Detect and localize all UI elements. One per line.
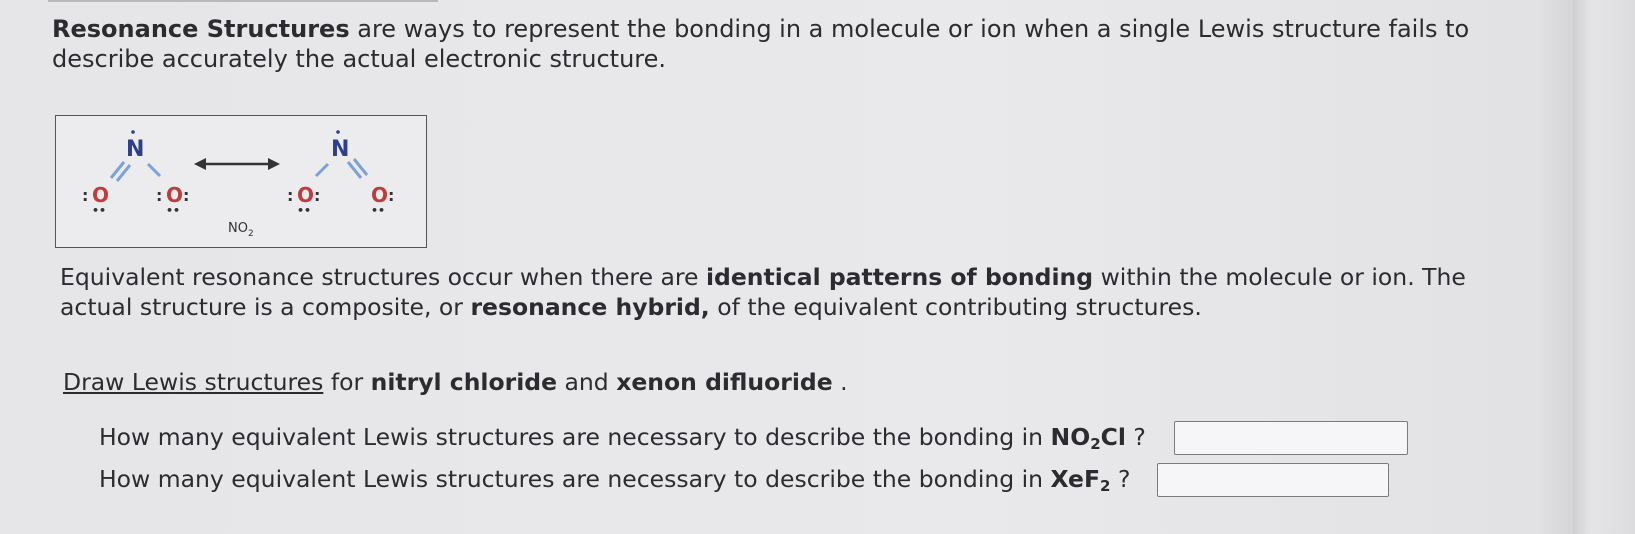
left-o1-atom: O — [92, 183, 110, 207]
formula-part: XeF — [1050, 465, 1101, 493]
task-text-2: and — [557, 368, 617, 396]
resonance-arrow-left-head — [194, 158, 206, 170]
figure-caption-main: NO — [228, 221, 248, 236]
intro-term: Resonance Structures — [52, 15, 350, 43]
question-prefix: How many equivalent Lewis structures are necessary to describe the bonding in — [99, 423, 1051, 451]
formula-no2cl — [1051, 423, 1126, 451]
left-o2-lone-pair: : — [156, 186, 163, 205]
formula-subscript: 2 — [1090, 435, 1101, 453]
left-o1-lone-pair-b: •• — [92, 204, 107, 217]
formula-part: Cl — [1100, 423, 1126, 451]
right-o1-lone-pair: : — [287, 186, 294, 205]
figure-caption — [228, 221, 254, 239]
right-single-bond — [316, 164, 328, 176]
question-xef2 — [99, 464, 1130, 501]
right-o1-lone-pair-b: •• — [297, 204, 312, 217]
left-o2-atom: O — [166, 183, 184, 207]
task-text-3: . — [832, 368, 848, 396]
left-o1-lone-pair: : — [82, 186, 89, 205]
para-text-2: within the molecule or ion. The actual structure is a composite, or — [60, 263, 1466, 321]
task-text-1: for — [323, 368, 371, 396]
formula-part: NO — [1050, 423, 1091, 451]
right-n-atom: N — [331, 137, 350, 162]
no2-resonance-diagram — [56, 116, 428, 249]
right-o2-lone-pair: : — [388, 186, 395, 205]
intro-paragraph — [52, 14, 1522, 74]
left-o2-lone-pair-c: : — [183, 186, 190, 205]
question-suffix: ? — [1110, 465, 1131, 493]
no2-resonance-figure — [55, 115, 427, 248]
para-text-3: of the equivalent contributing structures. — [709, 293, 1202, 321]
left-n-atom: N — [126, 137, 145, 162]
left-single-bond — [148, 164, 160, 176]
formula-xef2 — [1051, 465, 1111, 493]
molecule-nitryl-chloride: nitryl chloride — [370, 368, 558, 396]
para-text-1: Equivalent resonance structures occur when there are — [60, 263, 706, 291]
question-prefix: How many equivalent Lewis structures are necessary to describe the bonding in — [99, 465, 1051, 493]
answer-field-no2cl[interactable] — [1174, 421, 1408, 455]
resonance-arrow-right-head — [268, 158, 280, 170]
answer-field-xef2[interactable] — [1157, 463, 1389, 497]
question-suffix: ? — [1125, 423, 1146, 451]
task-instruction — [63, 367, 848, 397]
figure-caption-sub: 2 — [247, 229, 254, 239]
right-o1-atom: O — [297, 183, 315, 207]
top-divider — [48, 0, 438, 2]
question-no2cl — [99, 422, 1146, 459]
para-bold-2: resonance hybrid, — [470, 293, 710, 321]
intro-text: are ways to represent the bonding in a molecule or ion when a single Lewis structure fails to describe accurately the actual electronic structure. — [52, 15, 1470, 73]
right-n-lone-electron — [336, 130, 340, 134]
equivalent-structures-paragraph — [60, 262, 1480, 322]
formula-subscript: 2 — [1100, 477, 1111, 495]
para-bold-1: identical patterns of bonding — [705, 263, 1094, 291]
page-edge-shadow — [1573, 0, 1635, 534]
right-o2-atom: O — [371, 183, 389, 207]
right-o2-lone-pair-b: •• — [371, 204, 386, 217]
draw-lewis-structures-link[interactable]: Draw Lewis structures — [63, 368, 324, 396]
molecule-xenon-difluoride: xenon difluoride — [616, 368, 833, 396]
left-o2-lone-pair-b: •• — [166, 204, 181, 217]
left-n-lone-electron — [131, 130, 135, 134]
right-o1-lone-pair-c: : — [314, 186, 321, 205]
